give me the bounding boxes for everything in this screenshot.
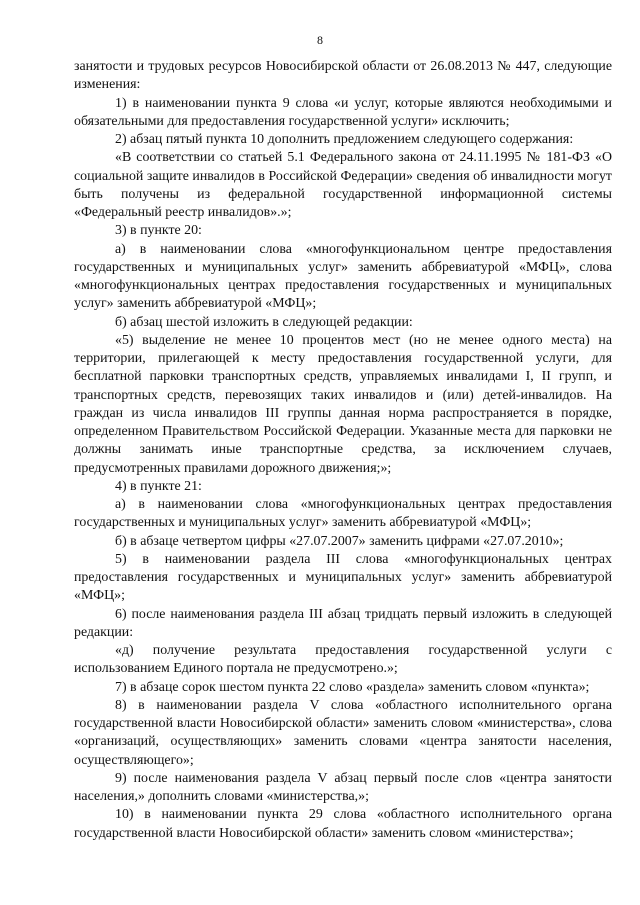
paragraph: 1) в наименовании пункта 9 слова «и услуг, которые являются необходимыми и обязательными для предоставления государственной услуги» исключить; [74,95,612,129]
paragraph: а) в наименовании слова «многофункциональном центре предоставления государственных и муниципальных услуг» заменить аббревиатурой «МФЦ», слова «многофункциональных центрах предоставления государственных и муниципальных услуг» заменить аббревиатурой «МФЦ»; [74,241,612,312]
paragraph: «В соответствии со статьей 5.1 Федерального закона от 24.11.1995 № 181-ФЗ «О социальной защите инвалидов в Российской Федерации» сведения об инвалидности могут быть получены из федеральной государственной информационной системы «Федеральный реестр инвалидов».»; [74,150,612,220]
paragraph: 8) в наименовании раздела V слова «областного исполнительного органа государственной власти Новосибирской области» заменить словом «министерства», слова «организаций, осуществляющих» заменить словами «центра занятости населения, осуществляющего»; [74,697,612,768]
paragraph: занятости и трудовых ресурсов Новосибирской области от 26.08.2013 № 447, следующие изменения: [74,59,612,93]
paragraph: 6) после наименования раздела III абзац тридцать первый изложить в следующей редакции: [74,606,612,640]
paragraph: б) абзац шестой изложить в следующей редакции: [115,314,413,330]
paragraph: 5) в наименовании раздела III слова «многофункциональных центрах предоставления государственных и муниципальных услуг» заменить аббревиатурой «МФЦ»; [74,551,612,604]
paragraph: 2) абзац пятый пункта 10 дополнить предложением следующего содержания: [115,132,574,147]
paragraph: 4) в пункте 21: [115,478,202,494]
paragraph: а) в наименовании слова «многофункциональных центрах предоставления государственных и муниципальных услуг» заменить аббревиатурой «МФЦ»; [74,497,612,531]
paragraph: «д) получение результата предоставления государственной услуги с использованием Единого портала не предусмотрено.»; [74,643,612,677]
paragraph: 7) в абзаце сорок шестом пункта 22 слово «раздела» заменить словом «пункта»; [115,679,590,695]
paragraph: «5) выделение не менее 10 процентов мест (но не менее одного места) на территории, прилегающей к месту предоставления государственной услуги, для бесплатной парковки транспортных средств, управляемых инвалидами I, II групп, и транспортных средств, перевозящих таких инвалидов и (или) детей-инвалидов. На граждан из числа инвалидов III группы данная норма распространяется в порядке, определенном Правительством Российской Федерации. Указанные места для парковки не должны занимать иные транспортные средства, за исключением случаев, предусмотренных правилами дорожного движения;»; [74,332,612,476]
document-body [74,58,612,843]
paragraph: 9) после наименования раздела V абзац первый после слов «центра занятости населения,» дополнить словами «министерства,»; [74,770,612,804]
page-number: 8 [317,33,323,47]
paragraph: 10) в наименовании пункта 29 слова «областного исполнительного органа государственной власти Новосибирской области» заменить словом «министерства»; [74,807,612,841]
paragraph: б) в абзаце четвертом цифры «27.07.2007» заменить цифрами «27.07.2010»; [115,533,564,549]
paragraph: 3) в пункте 20: [115,223,202,239]
